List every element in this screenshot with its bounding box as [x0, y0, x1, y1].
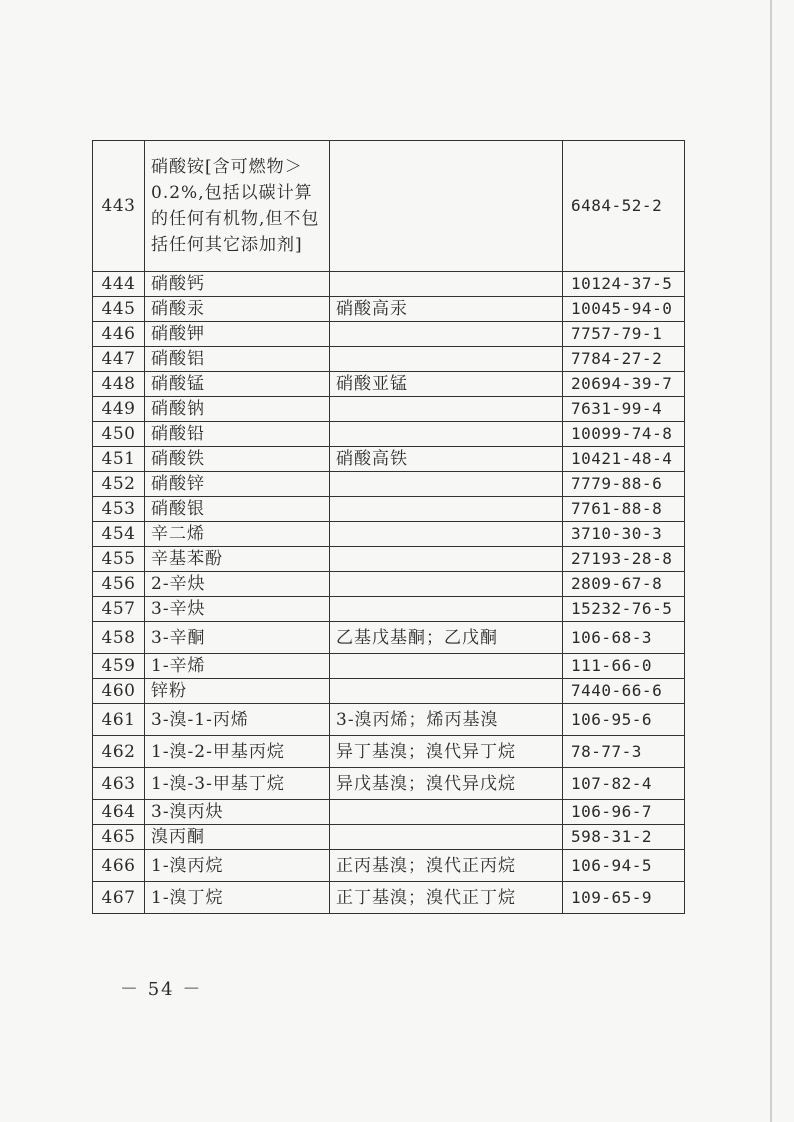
row-number: 462 — [93, 736, 145, 768]
table-row — [93, 597, 685, 622]
chemical-alias: 乙基戊基酮；乙戊酮 — [330, 622, 563, 654]
cas-number: 15232-76-5 — [563, 597, 685, 622]
row-number: 452 — [93, 472, 145, 497]
chemical-name: 硝酸钾 — [145, 322, 330, 347]
chemical-alias — [330, 547, 563, 572]
row-number: 459 — [93, 654, 145, 679]
table-row — [93, 800, 685, 825]
table-row — [93, 768, 685, 800]
chemical-alias — [330, 141, 563, 272]
row-number: 450 — [93, 422, 145, 447]
chemical-name: 锌粉 — [145, 679, 330, 704]
table-row — [93, 522, 685, 547]
row-number: 447 — [93, 347, 145, 372]
chemical-table-body — [93, 141, 685, 914]
cas-number: 2809-67-8 — [563, 572, 685, 597]
table-row — [93, 704, 685, 736]
cas-number: 109-65-9 — [563, 882, 685, 914]
table-row — [93, 497, 685, 522]
cas-number: 7757-79-1 — [563, 322, 685, 347]
row-number: 453 — [93, 497, 145, 522]
cas-number: 10099-74-8 — [563, 422, 685, 447]
chemical-alias — [330, 800, 563, 825]
cas-number: 7779-88-6 — [563, 472, 685, 497]
row-number: 457 — [93, 597, 145, 622]
chemical-name: 硝酸铝 — [145, 347, 330, 372]
chemical-alias: 正丁基溴；溴代正丁烷 — [330, 882, 563, 914]
table-row — [93, 141, 685, 272]
cas-number: 106-95-6 — [563, 704, 685, 736]
chemical-name: 1-溴-3-甲基丁烷 — [145, 768, 330, 800]
chemical-alias: 硝酸高铁 — [330, 447, 563, 472]
cas-number: 107-82-4 — [563, 768, 685, 800]
chemical-name: 2-辛炔 — [145, 572, 330, 597]
table-row — [93, 654, 685, 679]
cas-number: 7631-99-4 — [563, 397, 685, 422]
chemical-name: 辛二烯 — [145, 522, 330, 547]
page-number: － 54 － — [120, 979, 203, 1000]
table-row — [93, 347, 685, 372]
table-row — [93, 736, 685, 768]
cas-number: 10421-48-4 — [563, 447, 685, 472]
chemical-alias — [330, 272, 563, 297]
table-row — [93, 447, 685, 472]
table-row — [93, 572, 685, 597]
chemical-name: 硝酸铁 — [145, 447, 330, 472]
chemical-name: 硝酸铵[含可燃物＞0.2%,包括以碳计算的任何有机物,但不包括任何其它添加剂] — [145, 141, 330, 272]
chemical-alias: 硝酸亚锰 — [330, 372, 563, 397]
chemical-alias — [330, 322, 563, 347]
row-number: 446 — [93, 322, 145, 347]
table-row — [93, 422, 685, 447]
chemical-name: 硝酸钙 — [145, 272, 330, 297]
chemical-alias — [330, 572, 563, 597]
chemical-name: 硝酸锰 — [145, 372, 330, 397]
chemical-name: 1-溴丁烷 — [145, 882, 330, 914]
chemical-name: 3-辛酮 — [145, 622, 330, 654]
cas-number: 598-31-2 — [563, 825, 685, 850]
chemical-alias — [330, 472, 563, 497]
cas-number: 111-66-0 — [563, 654, 685, 679]
chemical-alias — [330, 597, 563, 622]
chemical-alias — [330, 422, 563, 447]
chemical-name: 1-溴丙烷 — [145, 850, 330, 882]
chemical-alias: 异戊基溴；溴代异戊烷 — [330, 768, 563, 800]
row-number: 444 — [93, 272, 145, 297]
cas-number: 27193-28-8 — [563, 547, 685, 572]
table-row — [93, 547, 685, 572]
chemical-alias — [330, 654, 563, 679]
row-number: 451 — [93, 447, 145, 472]
chemical-alias — [330, 825, 563, 850]
chemical-name: 硝酸锌 — [145, 472, 330, 497]
cas-number: 20694-39-7 — [563, 372, 685, 397]
table-row — [93, 322, 685, 347]
cas-number: 106-68-3 — [563, 622, 685, 654]
table-row — [93, 850, 685, 882]
chemical-alias — [330, 347, 563, 372]
cas-number: 106-94-5 — [563, 850, 685, 882]
chemical-name: 3-溴-1-丙烯 — [145, 704, 330, 736]
chemical-name: 3-溴丙炔 — [145, 800, 330, 825]
chemical-name: 3-辛炔 — [145, 597, 330, 622]
chemical-alias: 硝酸高汞 — [330, 297, 563, 322]
row-number: 460 — [93, 679, 145, 704]
row-number: 463 — [93, 768, 145, 800]
table-row — [93, 622, 685, 654]
row-number: 448 — [93, 372, 145, 397]
chemical-alias — [330, 522, 563, 547]
table-row — [93, 825, 685, 850]
cas-number: 6484-52-2 — [563, 141, 685, 272]
row-number: 467 — [93, 882, 145, 914]
row-number: 443 — [93, 141, 145, 272]
chemical-name: 硝酸钠 — [145, 397, 330, 422]
row-number: 445 — [93, 297, 145, 322]
cas-number: 10124-37-5 — [563, 272, 685, 297]
row-number: 458 — [93, 622, 145, 654]
chemical-name: 硝酸铅 — [145, 422, 330, 447]
chemical-alias — [330, 497, 563, 522]
table-row — [93, 272, 685, 297]
table-row — [93, 679, 685, 704]
table-row — [93, 882, 685, 914]
chemical-name: 溴丙酮 — [145, 825, 330, 850]
row-number: 456 — [93, 572, 145, 597]
chemical-alias — [330, 679, 563, 704]
chemical-name: 1-辛烯 — [145, 654, 330, 679]
table-row — [93, 372, 685, 397]
cas-number: 7784-27-2 — [563, 347, 685, 372]
chemical-alias: 异丁基溴；溴代异丁烷 — [330, 736, 563, 768]
row-number: 449 — [93, 397, 145, 422]
row-number: 461 — [93, 704, 145, 736]
row-number: 465 — [93, 825, 145, 850]
cas-number: 78-77-3 — [563, 736, 685, 768]
table-row — [93, 472, 685, 497]
cas-number: 7761-88-8 — [563, 497, 685, 522]
row-number: 454 — [93, 522, 145, 547]
chemical-alias: 正丙基溴；溴代正丙烷 — [330, 850, 563, 882]
page-edge-line — [770, 0, 772, 1122]
chemical-table — [92, 140, 685, 914]
cas-number: 106-96-7 — [563, 800, 685, 825]
chemical-alias — [330, 397, 563, 422]
cas-number: 7440-66-6 — [563, 679, 685, 704]
row-number: 455 — [93, 547, 145, 572]
chemical-name: 硝酸银 — [145, 497, 330, 522]
cas-number: 3710-30-3 — [563, 522, 685, 547]
table-row — [93, 297, 685, 322]
row-number: 466 — [93, 850, 145, 882]
row-number: 464 — [93, 800, 145, 825]
chemical-name: 辛基苯酚 — [145, 547, 330, 572]
chemical-name: 1-溴-2-甲基丙烷 — [145, 736, 330, 768]
chemical-name: 硝酸汞 — [145, 297, 330, 322]
cas-number: 10045-94-0 — [563, 297, 685, 322]
table-row — [93, 397, 685, 422]
chemical-alias: 3-溴丙烯；烯丙基溴 — [330, 704, 563, 736]
